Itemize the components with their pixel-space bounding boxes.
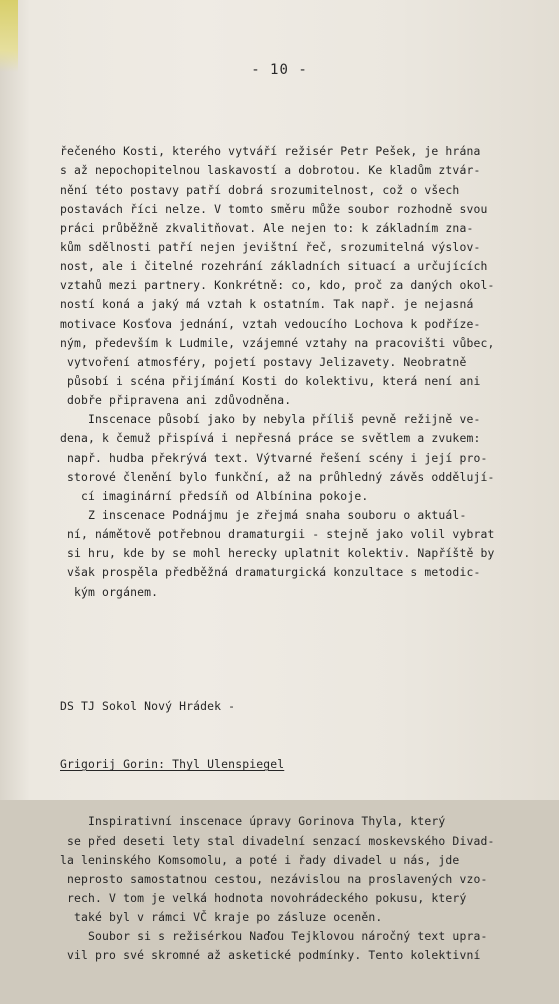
paragraph-block-2 (60, 812, 495, 965)
paragraph-block-1 (60, 142, 495, 601)
text-line: řečeného Kosti, kterého vytváří režisér Petr Pešek, je hrána (60, 144, 481, 159)
text-line: např. hudba překrývá text. Výtvarné řešení scény i její pro- (60, 450, 488, 465)
text-line: Inspirativní inscenace úpravy Gorinova Thyla, který (60, 814, 446, 829)
text-line: vil pro své skromné až asketické podmínky. Tento kolektivní (60, 948, 481, 963)
text-line: vztahů mezi partnery. Konkrétně: co, kdo, proč za daných okol- (60, 278, 495, 293)
text-line: ní, námětově potřebnou dramaturgii - stejně jako volil vybrat (60, 527, 495, 542)
text-line: ností koná a jaký má vztah k ostatním. Tak např. je nejasná (60, 297, 474, 312)
text-line: s až nepochopitelnou laskavostí a dobrotou. Ke kladům ztvár- (60, 163, 481, 178)
text-line: kým orgánem. (60, 584, 159, 599)
text-line: se před deseti lety stal divadelní senzací moskevského Divad- (60, 833, 495, 848)
text-line: Z inscenace Podnájmu je zřejmá snaha souboru o aktuál- (60, 507, 467, 522)
text-line: motivace Kosťova jednání, vztah vedoucího Lochova k podříze- (60, 316, 481, 331)
text-line: dena, k čemuž přispívá i nepřesná práce se světlem a zvukem: (60, 431, 481, 446)
text-line: si hru, kde by se mohl herecky uplatnit kolektiv. Napříště by (60, 546, 495, 561)
text-line: Inscenace působí jako by nebyla příliš pevně režijně ve- (60, 412, 481, 427)
text-line: la leninského Komsomolu, a poté i řady divadel u nás, jde (60, 852, 460, 867)
text-line: působí i scéna přijímání Kosti do kolektivu, která není ani (60, 374, 481, 388)
body-text (60, 104, 495, 1004)
text-line: práci průběžně zkvalitňovat. Ale nejen to: k základním zna- (60, 220, 474, 235)
text-line: Soubor si s režisérkou Naďou Tejklovou náročný text upra- (60, 929, 488, 944)
text-line: kům sdělnosti patří nejen jevištní řeč, srozumitelná výslov- (60, 240, 481, 255)
play-title: Grigorij Gorin: Thyl Ulenspiegel (60, 756, 285, 771)
text-line: ným, především k Ludmile, vzájemné vztahy na pracovišti vůbec, (60, 335, 495, 350)
text-line: rech. V tom je velká hodnota novohrádeckého pokusu, který (60, 890, 467, 905)
page-number: - 10 - (251, 62, 308, 78)
text-line: cí imaginární předsíň od Albínina pokoje. (60, 488, 369, 503)
text-line: nost, ale i čitelné rozehrání základních situací a určujících (60, 259, 488, 274)
text-line: postavách říci nelze. V tomto směru může soubor rozhodně svou (60, 201, 488, 216)
text-line: neprosto samostatnou cestou, nezávislou na proslavených vzo- (60, 871, 488, 886)
text-line: také byl v rámci VČ kraje po zásluze oceněn. (60, 910, 383, 925)
section-heading: DS TJ Sokol Nový Hrádek - (60, 699, 236, 714)
text-line: nění této postavy patří dobrá srozumitelnost, což o všech (60, 182, 460, 197)
text-line: vytvoření atmosféry, pojetí postavy Jelizavety. Neobratně (60, 354, 467, 369)
text-line: dobře připravena ani zdůvodněna. (60, 393, 292, 408)
text-line: storové členění bylo funkční, až na průhledný závěs oddělují- (60, 469, 495, 484)
section-spacer (60, 640, 490, 659)
text-line: však prospěla předběžná dramaturgická konzultace s metodic- (60, 565, 481, 580)
